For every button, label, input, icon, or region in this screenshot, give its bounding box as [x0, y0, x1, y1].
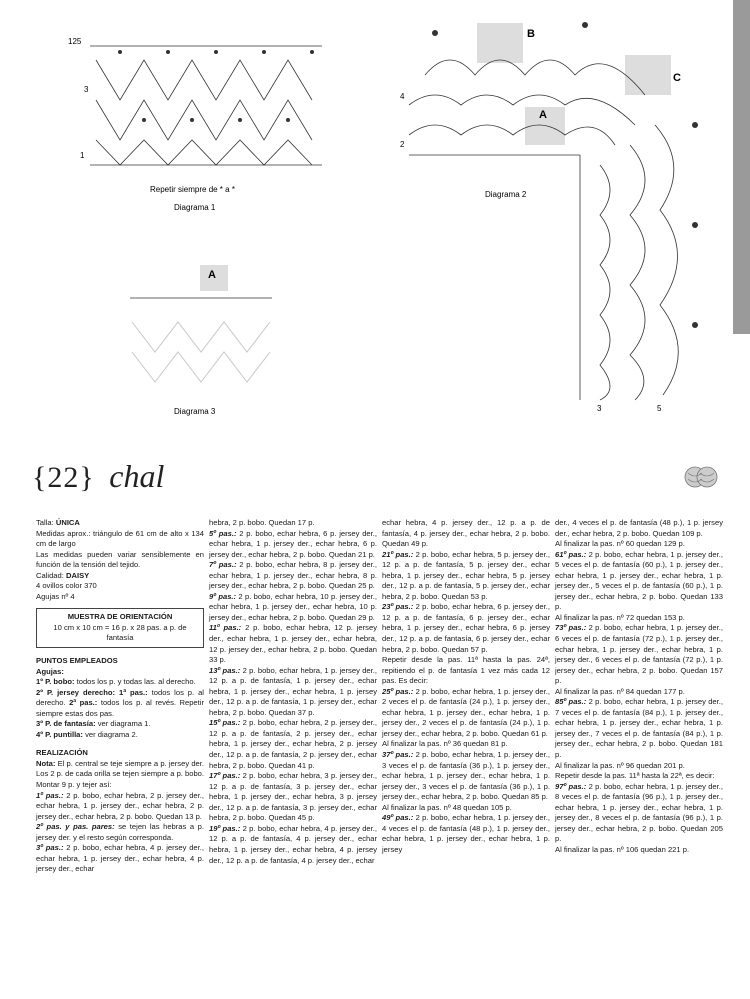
col1-p2b-text: todos los p. al revés. Repetir siempre estas dos pas.: [36, 698, 204, 718]
text-line: [36, 730, 204, 741]
text-line: [36, 822, 204, 843]
col1-r2-label: 2º pas. y pas. pares:: [36, 822, 115, 832]
col3-r49-text: 2 p. bobo, echar hebra, 1 p. jersey der., 4 veces el p. de fantasía (48 p.), 1 p. jersey der., echar hebra, 1 p. jersey der., echar hebra, 1 p. jersey: [382, 813, 550, 854]
col3-r21-text: 2 p. bobo, echar hebra, 5 p. jersey der., 12 p. a p. de fantasía, 5 p. jersey der., echar hebra, 1 p. jersey der., echar hebra, 5 p. jersey der., 12 p. a p. de fantasía, 5 p. jersey der., echar hebra, 2 p. bobo. Quedan 53 p.: [382, 549, 550, 601]
diagram-3-caption: Diagrama 3: [174, 407, 216, 416]
pattern-name: chal: [109, 458, 165, 494]
col2-r9-label: 9º pas.:: [209, 591, 237, 601]
diagram-1-label-1: 1: [80, 151, 85, 160]
diagram-1-label-3: 3: [84, 85, 89, 94]
col3-r37-text: 2 p. bobo, echar hebra, 1 p. jersey der., 3 veces el p. de fantasía (36 p.), 1 p. jersey der., echar hebra, 1 p. jersey der., echar hebra, 1 p. jersey der., 3 veces el p. de fantasía (36 p.), 1 p. jersey der., echar hebra, 2 p. bobo. Quedan 85 p.: [382, 750, 550, 802]
col4-fin84: Al finalizar la pas. nº 84 quedan 177 p.: [555, 686, 685, 696]
marker-b: B: [527, 28, 535, 40]
col2-r5-text: 2 p. bobo, echar hebra, 6 p. jersey der., echar hebra, 1 p. jersey der., echar hebra, 6 p. jersey der., echar hebra, 2 p. bobo. Quedan 21 p.: [209, 528, 377, 559]
text-line: [36, 843, 204, 875]
side-tab: [733, 0, 750, 334]
col2-r5-label: 5º pas.:: [209, 528, 237, 538]
text-line: [555, 623, 586, 632]
text-line: [382, 602, 550, 655]
col1-r1-label: 1º pas.:: [36, 790, 64, 800]
col2-r15-label: 15º pas.:: [209, 718, 241, 728]
col2-r7-label: 7º pas.:: [209, 560, 237, 570]
text-line: [209, 666, 377, 719]
col1-muestra-text: 10 cm x 10 cm = 16 p. x 28 pas. a p. de fantasía: [53, 622, 187, 643]
text-line: [209, 718, 240, 727]
col4-r73-label: 73º pas.:: [555, 623, 587, 633]
text-line: [36, 667, 204, 678]
col4-r97-label: 97º pas.:: [555, 781, 587, 791]
marker-a: A: [539, 109, 547, 121]
text-line: [209, 560, 377, 592]
col4-r85-text: 2 p. bobo, echar hebra, 1 p. jersey der., 7 veces el p. de fantasía (84 p.), 1 p. jersey der., echar hebra, 1 p. jersey der., echar hebra, 1 p. jersey der., 7 veces el p. de fantasía (84 p.), 1 p. jersey der., echar hebra, 2 p. bobo. Quedan 181 p.: [555, 697, 723, 760]
col1-agujas: Agujas nº 4: [36, 591, 75, 601]
text-line: [209, 529, 377, 561]
pattern-title: [32, 458, 164, 495]
col2-r15-text: 2 p. bobo, echar hebra, 2 p. jersey der., 12 p. a p. de fantasía, 2 p. jersey der., echar hebra, 1 p. jersey der., echar hebra, 2 p. jersey der., 12 p. a p. de fantasía, 2 p. jersey der., echar hebra, 2 p. bobo. Quedan 41 p.: [209, 718, 377, 770]
col1-p4-label: 4º P. puntilla:: [36, 729, 83, 739]
col2-r7-text: 2 p. bobo, echar hebra, 8 p. jersey der., echar hebra, 1 p. jersey der., echar hebra, 8 p. jersey der., echar hebra, 2 p. bobo. Quedan 25 p.: [209, 560, 377, 591]
text-line: [209, 623, 377, 665]
col2-c-start: hebra, 2 p. bobo. Quedan 17 p.: [209, 518, 315, 527]
text-line: [382, 550, 550, 603]
col1-real-title: REALIZACIÓN: [36, 748, 88, 758]
diagram-2-caption: Diagrama 2: [485, 190, 527, 199]
text-line: [36, 677, 204, 688]
col1-p1-label: 1º P. bobo:: [36, 677, 75, 687]
text-line: [555, 623, 723, 686]
col4-fin60: Al finalizar la pas. nº 60 quedan 129 p.: [555, 539, 685, 549]
text-line: [382, 813, 413, 822]
text-line: [555, 550, 586, 559]
diagram-3: [120, 262, 280, 422]
col1-ovillos: 4 ovillos color 370: [36, 581, 97, 591]
column-4: [555, 518, 723, 856]
text-line: [555, 697, 723, 760]
col4-r97-text: 2 p. bobo, echar hebra, 1 p. jersey der., 8 veces el p. de fantasía (96 p.), 1 p. jersey der., echar hebra, 1 p. jersey der., echar hebra, 1 p. jersey der., 8 veces el p. de fantasía (96 p.), 1 p. jersey der., echar hebra, 2 p. bobo. Quedan 205 p.: [555, 781, 723, 844]
col4-fin96: Al finalizar la pas. nº 96 quedan 201 p.: [555, 760, 685, 770]
text-line: [36, 822, 115, 831]
yarn-ball-icon: [684, 465, 718, 489]
col3-r37-label: 37º pas.:: [382, 750, 414, 760]
gauge-box: [36, 608, 204, 648]
diagram-2-label-4: 4: [400, 92, 405, 101]
col1-p2-text: todos los p. al derecho.: [36, 687, 204, 708]
col1-muestra-title: MUESTRA DE ORIENTACIÓN: [67, 612, 173, 622]
col1-p1-text: todos los p. y todas las. al derecho.: [76, 677, 196, 687]
text-line: [382, 687, 550, 740]
diagram-2-label-5: 5: [657, 404, 662, 413]
col3-r23-text: 2 p. bobo, echar hebra, 6 p. jersey der., 12 p. a p. de fantasía, 6 p. jersey der., echar hebra, 1 p. jersey der., echar hebra, 6 p. jersey der., 12 p. a p. de fantasía, 6 p. jersey der., echar hebra, 2 p. bobo. Quedan 57 p.: [382, 602, 550, 654]
col1-medidas-note: Las medidas pueden variar sensiblemente en función de la tensión del tejido.: [36, 549, 204, 570]
col4-repetir2: Repetir desde la pas. 11ª hasta la 22ª, es decir:: [555, 771, 715, 781]
text-line: [382, 550, 413, 559]
col1-puntos-title: PUNTOS EMPLEADOS: [36, 656, 118, 666]
col1-r1-text: 2 p. bobo, echar hebra, 2 p. jersey der., echar hebra, 1 p. jersey der., echar hebra, 2 p. jersey der., echar hebra, 2 p. bobo. Quedan 13 p.: [36, 790, 204, 821]
text-line: [209, 666, 240, 675]
col3-r23-label: 23º pas.:: [382, 602, 414, 612]
col1-p4-text: ver diagrama 2.: [85, 729, 138, 739]
col3-r49-label: 49º pas.:: [382, 813, 414, 823]
text-line: [555, 697, 586, 706]
column-2: [209, 518, 377, 866]
text-line: [36, 843, 63, 852]
col1-calidad-value: DAISY: [66, 570, 90, 580]
text-line: [555, 550, 723, 613]
col3-fin48: Al finalizar la pas. nº 48 quedan 105 p.: [382, 802, 512, 812]
text-line: [382, 750, 413, 759]
col3-fin36: Al finalizar la pas. nº 36 quedan 81 p.: [382, 739, 508, 749]
text-line: [382, 687, 413, 696]
col4-fin72: Al finalizar la pas. nº 72 quedan 153 p.: [555, 612, 685, 622]
col3-c-start: echar hebra, 4 p. jersey der., 12 p. a p. de fantasía, 4 p. jersey der., echar hebra, 2 p. bobo. Quedan 49 p.: [382, 518, 550, 549]
col2-r11-label: 11º pas.:: [209, 623, 242, 633]
diagram-1-label-125: 125: [68, 37, 82, 46]
col1-r3-text: 2 p. bobo, echar hebra, 4 p. jersey der., echar hebra, 1 p. jersey der., echar hebra, 4 p. jersey der., echar: [36, 843, 204, 874]
col2-r13-label: 13º pas.:: [209, 665, 241, 675]
col3-repetir: Repetir desde la pas. 11ª hasta la pas. 24ª, repitiendo el p. de fantasía 1 vez más cada 12 pas. Es decir:: [382, 655, 550, 686]
text-line: [209, 529, 236, 538]
diagram-3-marker-a: A: [208, 269, 216, 281]
col1-nota-text: El p. central se teje siempre a p. jersey der. Los 2 p. de cada orilla se tejen siempre a p. bobo.: [36, 758, 205, 779]
col3-r25-label: 25º pas.:: [382, 686, 414, 696]
col2-r13-text: 2 p. bobo, echar hebra, 1 p. jersey der., 12 p. a p. de fantasía, 1 p. jersey der., echar hebra, 1 p. jersey der., echar hebra, 1 p. jersey der., 12 p. a p. de fantasía, 1 p. jersey der., echar hebra, 2 p. bobo. Quedan 37 p.: [209, 665, 377, 717]
text-line: [382, 750, 550, 803]
col1-agujas-label: Agujas:: [36, 666, 64, 676]
text-line: [36, 791, 63, 800]
marker-c: C: [673, 72, 681, 84]
col4-r85-label: 85º pas.:: [555, 697, 587, 707]
column-1: [36, 518, 204, 875]
col1-r2-text: se tejen las hebras a p. jersey der. y el resto según corresponda.: [36, 822, 204, 842]
col1-medidas: Medidas aprox.: triángulo de 61 cm de alto x 134 cm de largo: [36, 528, 204, 549]
text-line: [36, 719, 204, 730]
col2-r11-text: 2 p. bobo, echar hebra, 12 p. jersey der., echar hebra, 1 p. jersey der., echar hebra, 12 p. jersey der., echar hebra, 2 p. bobo. Quedan 33 p.: [209, 623, 377, 665]
col4-r61-label: 61º pas.:: [555, 549, 587, 559]
col4-fin106: Al finalizar la pas. nº 106 quedan 221 p.: [555, 844, 690, 854]
text-line: [209, 560, 236, 569]
col1-p3-label: 3º P. de fantasía:: [36, 719, 96, 729]
text-line: [209, 771, 240, 780]
text-line: [209, 718, 377, 771]
col1-calidad-label: Calidad:: [36, 570, 64, 580]
text-line: [382, 602, 413, 611]
pattern-number: {22}: [32, 461, 95, 494]
col2-r19-text: 2 p. bobo, echar hebra, 4 p. jersey der., 12 p. a p. de fantasía, 4 p. jersey der., echar hebra, 1 p. jersey der., echar hebra, 4 p. jersey der., 12 p. a p. de fantasía, 4 p. jersey der., echar: [209, 823, 377, 865]
column-3: [382, 518, 550, 856]
text-line: [36, 688, 204, 720]
text-line: [209, 592, 377, 624]
text-line: [382, 813, 550, 855]
text-line: [555, 782, 586, 791]
diagram-1-repeat-note: Repetir siempre de * a *: [150, 185, 235, 194]
col3-r21-label: 21º pas.:: [382, 549, 414, 559]
text-line: [209, 824, 240, 833]
col1-p2b-label: 2ª pas.:: [69, 698, 98, 708]
col1-p3-text: ver diagrama 1.: [97, 719, 151, 729]
col1-p2-label: 2º P. jersey derecho: 1ª pas.:: [36, 687, 148, 697]
col2-r9-text: 2 p. bobo, echar hebra, 10 p. jersey der., echar hebra, 1 p. jersey der., echar hebra, 10 p. jersey der., echar hebra, 2 p. bobo. Quedan 29 p.: [209, 591, 377, 622]
col1-talla-label: Talla:: [36, 518, 54, 527]
col2-r19-label: 19º pas.:: [209, 823, 241, 833]
col2-r17-label: 17º pas.:: [209, 771, 241, 781]
col1-nota-label: Nota:: [36, 758, 56, 768]
col1-talla-value: ÚNICA: [55, 518, 80, 527]
diagram-2-label-3: 3: [597, 404, 602, 413]
diagram-1-caption: Diagrama 1: [174, 203, 216, 212]
col2-r17-text: 2 p. bobo, echar hebra, 3 p. jersey der., 12 p. a p. de fantasía, 3 p. jersey der., echar hebra, 1 p. jersey der., echar hebra, 3 p. jersey der., 12 p. a p. de fantasía, 3 p. jersey der., echar hebra, 2 p. bobo. Quedan 45 p.: [209, 771, 377, 823]
col4-r61-text: 2 p. bobo, echar hebra, 1 p. jersey der., 5 veces el p. de fantasía (60 p.), 1 p. jersey der., echar hebra, 1 p. jersey der., echar hebra, 1 p. jersey der., 5 veces el p. de fantasía (60 p.), 1 p. jersey der., echar hebra, 2 p. bobo. Quedan 133 p.: [555, 549, 723, 612]
text-line: [209, 623, 241, 632]
text-line: [36, 571, 204, 582]
diagram-1: [60, 30, 360, 220]
text-line: [36, 759, 204, 780]
diagram-2-label-2: 2: [400, 140, 405, 149]
text-line: [209, 592, 236, 601]
text-line: [209, 771, 377, 824]
text-line: [555, 782, 723, 845]
col1-montar: Montar 9 p. y tejer así:: [36, 780, 112, 790]
text-line: [36, 518, 204, 529]
text-line: [36, 791, 204, 823]
col1-r3-label: 3º pas.:: [36, 843, 64, 853]
diagram-2: [395, 15, 730, 415]
col4-r73-text: 2 p. bobo, echar hebra, 1 p. jersey der., 6 veces el p. de fantasía (72 p.), 1 p. jersey der., echar hebra, 1 p. jersey der., echar hebra, 1 p. jersey der., 6 veces el p. de fantasía (72 p.), 1 p. jersey der., echar hebra, 2 p. bobo. Quedan 157 p.: [555, 623, 723, 686]
col3-r25-text: 2 p. bobo, echar hebra, 1 p. jersey der., 2 veces el p. de fantasía (24 p.), 1 p. jersey der., echar hebra, 1 p. jersey der., echar hebra, 1 p. jersey der., 2 veces el p. de fantasía (24 p.), 1 p. jersey der., echar hebra, 2 p. bobo. Quedan 61 p.: [382, 686, 550, 738]
col4-c-start: der., 4 veces el p. de fantasía (48 p.), 1 p. jersey der., echar hebra, 2 p. bobo. Quedan 109 p.: [555, 518, 723, 538]
text-line: [209, 824, 377, 866]
